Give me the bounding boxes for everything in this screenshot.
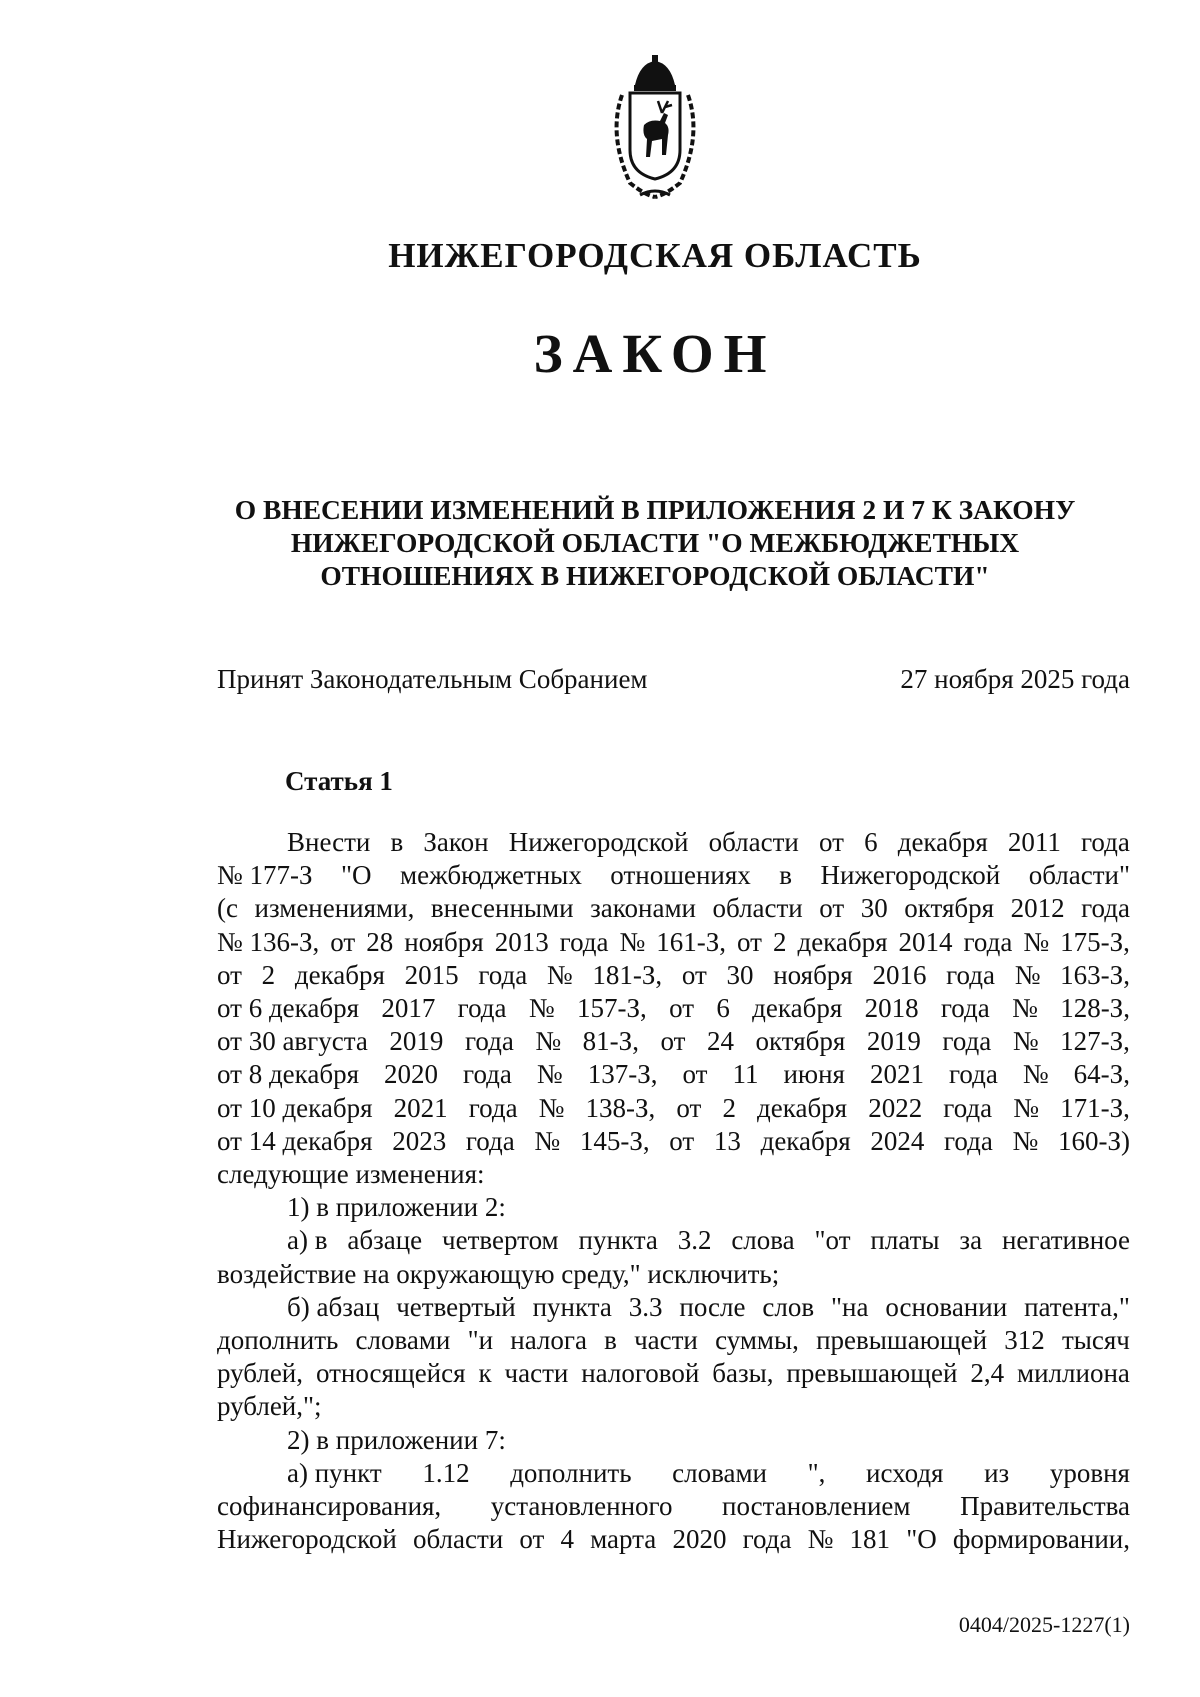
text-word: №: [1012, 1026, 1039, 1057]
article-text-line: [217, 1324, 1130, 1357]
text-word: суммы,: [715, 1325, 799, 1356]
text-word: года: [940, 993, 990, 1024]
text-word: дополнить: [217, 1325, 339, 1356]
text-word: рублей,: [217, 1358, 304, 1389]
text-word: №: [528, 993, 555, 1024]
text-word: четвертый: [396, 1291, 516, 1322]
text-word: 171-З,: [1060, 1092, 1130, 1123]
text-word: года: [946, 959, 995, 990]
law-title: [200, 493, 1110, 592]
text-word: 2018: [864, 993, 919, 1024]
text-word: от 8 декабря: [217, 1059, 360, 1090]
text-word: №: [807, 1524, 834, 1555]
text-word: № 177-З: [217, 860, 313, 891]
text-word: к: [478, 1358, 492, 1389]
article-body: [217, 826, 1130, 1556]
text-word: части: [634, 1325, 698, 1356]
text-word: патента,": [1024, 1291, 1130, 1322]
text-word: Нижегородской: [508, 827, 689, 857]
text-word: 2: [772, 926, 787, 957]
text-word: 2014: [898, 926, 953, 957]
text-word: 2012: [1010, 893, 1065, 924]
text-word: от: [737, 926, 762, 957]
text-word: постановлением: [722, 1491, 911, 1522]
text-word: года: [559, 926, 609, 957]
text-word: от 10 декабря: [217, 1092, 373, 1123]
text-word: межбюджетных: [400, 860, 582, 891]
text-word: года: [742, 1524, 792, 1555]
text-word: формировании,: [952, 1524, 1130, 1555]
text-word: 6: [716, 993, 730, 1024]
text-word: негативное: [1001, 1225, 1130, 1256]
text-word: 2021: [393, 1092, 448, 1123]
text-word: декабря: [757, 1092, 848, 1123]
text-word: №: [619, 926, 646, 957]
text-word: 157-З,: [576, 993, 647, 1024]
text-word: Нижегородской: [820, 860, 1001, 891]
text-word: 24: [707, 1026, 734, 1057]
text-word: 2: [722, 1092, 736, 1123]
text-word: "на: [830, 1291, 869, 1322]
text-word: декабря: [294, 959, 385, 990]
adoption-line: [217, 664, 1130, 695]
article-text-line: [217, 1390, 1130, 1423]
text-word: 2023: [392, 1125, 447, 1156]
text-word: 11: [732, 1059, 759, 1090]
article-text-line: [217, 826, 1130, 859]
text-word: изменениями,: [254, 893, 415, 924]
text-word: "О: [341, 860, 372, 891]
text-word: года: [1081, 827, 1130, 857]
text-word: воздействие на окружающую среду," исключить;: [217, 1258, 780, 1289]
article-heading: Статья 1: [285, 766, 393, 796]
text-word: а) в: [287, 1225, 328, 1256]
text-word: 161-З,: [656, 926, 727, 957]
text-word: от: [330, 926, 356, 957]
text-word: из: [984, 1457, 1010, 1488]
text-word: слова: [731, 1225, 795, 1256]
text-word: 2022: [868, 1092, 923, 1123]
text-word: области": [1028, 860, 1130, 891]
text-word: установленного: [490, 1491, 673, 1522]
text-word: 2015: [404, 959, 459, 990]
text-word: года: [457, 993, 507, 1024]
text-word: Нижегородской: [217, 1524, 397, 1555]
text-word: "и: [467, 1325, 494, 1356]
text-word: пункта: [578, 1225, 658, 1256]
article-text-line: [217, 1092, 1130, 1125]
text-word: внесенными: [430, 893, 574, 924]
text-word: Внести: [287, 827, 371, 857]
article-text-line: [217, 892, 1130, 925]
text-word: года: [943, 1092, 993, 1123]
text-word: 2020: [384, 1059, 439, 1090]
text-word: дополнить: [510, 1457, 632, 1488]
text-word: области: [708, 827, 799, 857]
text-word: 138-З,: [585, 1092, 656, 1123]
text-word: от: [819, 893, 845, 924]
article-text-line: [217, 1125, 1130, 1158]
text-word: миллиона: [1017, 1358, 1130, 1389]
text-word: от: [682, 1059, 708, 1090]
text-word: части: [504, 1358, 569, 1389]
text-word: относящейся: [315, 1358, 466, 1389]
text-word: от: [681, 959, 707, 990]
text-word: 2011: [1007, 827, 1061, 857]
document-code: 0404/2025-1227(1): [958, 1612, 1130, 1637]
text-word: 145-З,: [579, 1125, 650, 1156]
text-word: 30: [860, 893, 888, 924]
article-text-line: [217, 1490, 1130, 1523]
text-word: отношениях: [610, 860, 751, 891]
text-word: налоговой: [581, 1358, 700, 1389]
text-word: №: [1023, 926, 1050, 957]
text-word: года: [963, 926, 1013, 957]
article-text-line: [217, 1291, 1130, 1324]
text-word: марта: [590, 1524, 657, 1555]
text-word: 160-З): [1057, 1125, 1130, 1156]
text-word: за: [959, 1225, 983, 1256]
text-word: четвертом: [442, 1225, 559, 1256]
text-word: октября: [755, 1026, 846, 1057]
text-word: "от: [814, 1225, 851, 1256]
text-word: от: [519, 1524, 545, 1555]
article-text-line: [217, 1357, 1130, 1390]
article-text-line: [217, 992, 1130, 1025]
text-word: от: [660, 1026, 686, 1057]
text-word: 163-З,: [1060, 959, 1130, 990]
text-word: №: [1013, 1092, 1040, 1123]
text-word: от: [676, 1092, 702, 1123]
text-word: №: [538, 1092, 565, 1123]
text-word: от: [669, 993, 695, 1024]
text-word: базы,: [712, 1358, 774, 1389]
text-word: следующие изменения:: [217, 1159, 485, 1190]
text-word: после: [679, 1291, 746, 1322]
text-word: превышающей: [786, 1358, 958, 1389]
article-text-line: [217, 1523, 1130, 1556]
text-word: №: [535, 1026, 562, 1057]
text-word: 2020: [672, 1524, 727, 1555]
text-word: тысяч: [1061, 1325, 1130, 1356]
text-word: 2,4: [970, 1358, 1005, 1389]
text-word: года: [463, 1059, 512, 1090]
text-word: №: [1022, 1059, 1049, 1090]
text-word: 3.3: [628, 1291, 663, 1322]
text-word: 6: [864, 827, 878, 857]
text-word: словами: [355, 1325, 451, 1356]
text-word: года: [465, 1125, 515, 1156]
text-word: основании: [885, 1291, 1008, 1322]
text-word: Закон: [423, 827, 489, 857]
article-text-line: [217, 1191, 1130, 1224]
text-word: №: [536, 1059, 563, 1090]
text-word: от: [217, 959, 242, 990]
text-word: области: [412, 1524, 504, 1555]
text-word: 2017: [381, 993, 436, 1024]
text-word: от: [819, 827, 844, 857]
text-word: 2019: [866, 1026, 921, 1057]
text-word: 2016: [872, 959, 927, 990]
text-word: а) пункт: [287, 1457, 382, 1488]
article-text-line: [217, 1258, 1130, 1291]
text-word: №: [1014, 959, 1041, 990]
text-word: 28: [366, 926, 394, 957]
law-title-line: НИЖЕГОРОДСКОЙ ОБЛАСТИ "О МЕЖБЮДЖЕТНЫХ: [290, 527, 1020, 558]
text-word: от 6 декабря: [217, 993, 360, 1024]
text-word: 81-З,: [582, 1026, 639, 1057]
text-word: ноября: [773, 959, 853, 990]
text-word: "О: [906, 1524, 937, 1555]
text-word: 13: [713, 1125, 741, 1156]
text-word: №: [1012, 993, 1038, 1024]
text-word: июня: [783, 1059, 845, 1090]
text-word: от 14 декабря: [217, 1125, 373, 1156]
text-word: года: [468, 1092, 518, 1123]
article-text-line: [217, 1424, 1130, 1457]
text-word: софинансирования,: [217, 1491, 442, 1522]
text-word: года: [464, 1026, 514, 1057]
text-word: платы: [870, 1225, 940, 1256]
text-word: №: [1012, 1125, 1039, 1156]
text-word: 2013: [494, 926, 549, 957]
text-word: года: [944, 1125, 993, 1156]
text-word: слов: [762, 1291, 815, 1322]
adopting-body: Принят Законодательным Собранием: [217, 664, 648, 694]
text-word: превышающей: [816, 1325, 988, 1356]
text-word: 3.2: [677, 1225, 712, 1256]
law-title-line: ОТНОШЕНИЯХ В НИЖЕГОРОДСКОЙ ОБЛАСТИ": [320, 560, 990, 591]
text-word: в: [604, 1325, 617, 1356]
article-text-line: [217, 959, 1130, 992]
article-text-line: [217, 1158, 1130, 1191]
text-word: №: [534, 1125, 561, 1156]
article-text-line: [217, 1457, 1130, 1490]
text-word: ноября: [404, 926, 484, 957]
article-text-line: [217, 1025, 1130, 1058]
text-word: 2: [261, 959, 276, 990]
text-word: рублей,";: [217, 1391, 322, 1422]
text-word: декабря: [752, 993, 843, 1024]
document-type: ЗАКОН: [533, 323, 777, 384]
text-word: в: [779, 860, 792, 891]
text-word: ",: [807, 1457, 826, 1488]
text-word: № 136-З,: [217, 926, 320, 957]
text-word: декабря: [760, 1125, 851, 1156]
text-word: 1.12: [422, 1457, 470, 1488]
text-word: от: [669, 1125, 695, 1156]
text-word: б) абзац: [287, 1291, 380, 1322]
text-word: 128-З,: [1060, 993, 1130, 1024]
article-text-line: [217, 926, 1130, 959]
text-word: 1) в приложении 2:: [287, 1192, 506, 1223]
text-word: 2024: [870, 1125, 925, 1156]
text-word: 312: [1004, 1325, 1045, 1356]
article-text-line: [217, 859, 1130, 892]
region-heading: НИЖЕГОРОДСКАЯ ОБЛАСТЬ: [388, 236, 922, 275]
article-text-line: [217, 1058, 1130, 1091]
text-word: 2) в приложении 7:: [287, 1424, 506, 1455]
text-word: 127-З,: [1060, 1026, 1130, 1057]
text-word: 175-З,: [1060, 926, 1130, 957]
text-word: №: [546, 959, 573, 990]
text-word: законами: [590, 893, 696, 924]
text-word: (с: [217, 893, 238, 924]
adoption-date: 27 ноября 2025 года: [900, 664, 1130, 694]
text-word: 30: [726, 959, 754, 990]
text-word: в: [390, 827, 404, 857]
text-word: 137-З,: [587, 1059, 658, 1090]
text-word: 2019: [389, 1026, 444, 1057]
text-word: года: [942, 1026, 992, 1057]
coat-of-arms-icon: [590, 55, 720, 205]
text-word: года: [949, 1059, 998, 1090]
text-word: декабря: [797, 926, 888, 957]
law-title-line: О ВНЕСЕНИИ ИЗМЕНЕНИЙ В ПРИЛОЖЕНИЯ 2 И 7 К ЗАКОНУ: [234, 494, 1076, 525]
text-word: уровня: [1049, 1457, 1130, 1488]
text-word: исходя: [866, 1457, 944, 1488]
text-word: года: [1081, 893, 1130, 924]
text-word: 181: [849, 1524, 891, 1555]
text-word: года: [478, 959, 528, 990]
text-word: 2021: [870, 1059, 924, 1090]
text-word: 181-З,: [592, 959, 663, 990]
text-word: октября: [904, 893, 995, 924]
article-text-line: [217, 1224, 1130, 1257]
text-word: 64-З,: [1073, 1059, 1130, 1090]
text-word: пункта: [532, 1291, 612, 1322]
text-word: словами: [672, 1457, 768, 1488]
text-word: декабря: [897, 827, 988, 857]
text-word: налога: [510, 1325, 587, 1356]
text-word: области: [712, 893, 803, 924]
text-word: от 30 августа: [217, 1026, 368, 1057]
text-word: Правительства: [960, 1491, 1130, 1522]
text-word: 4: [560, 1524, 574, 1555]
text-word: абзаце: [347, 1225, 423, 1256]
